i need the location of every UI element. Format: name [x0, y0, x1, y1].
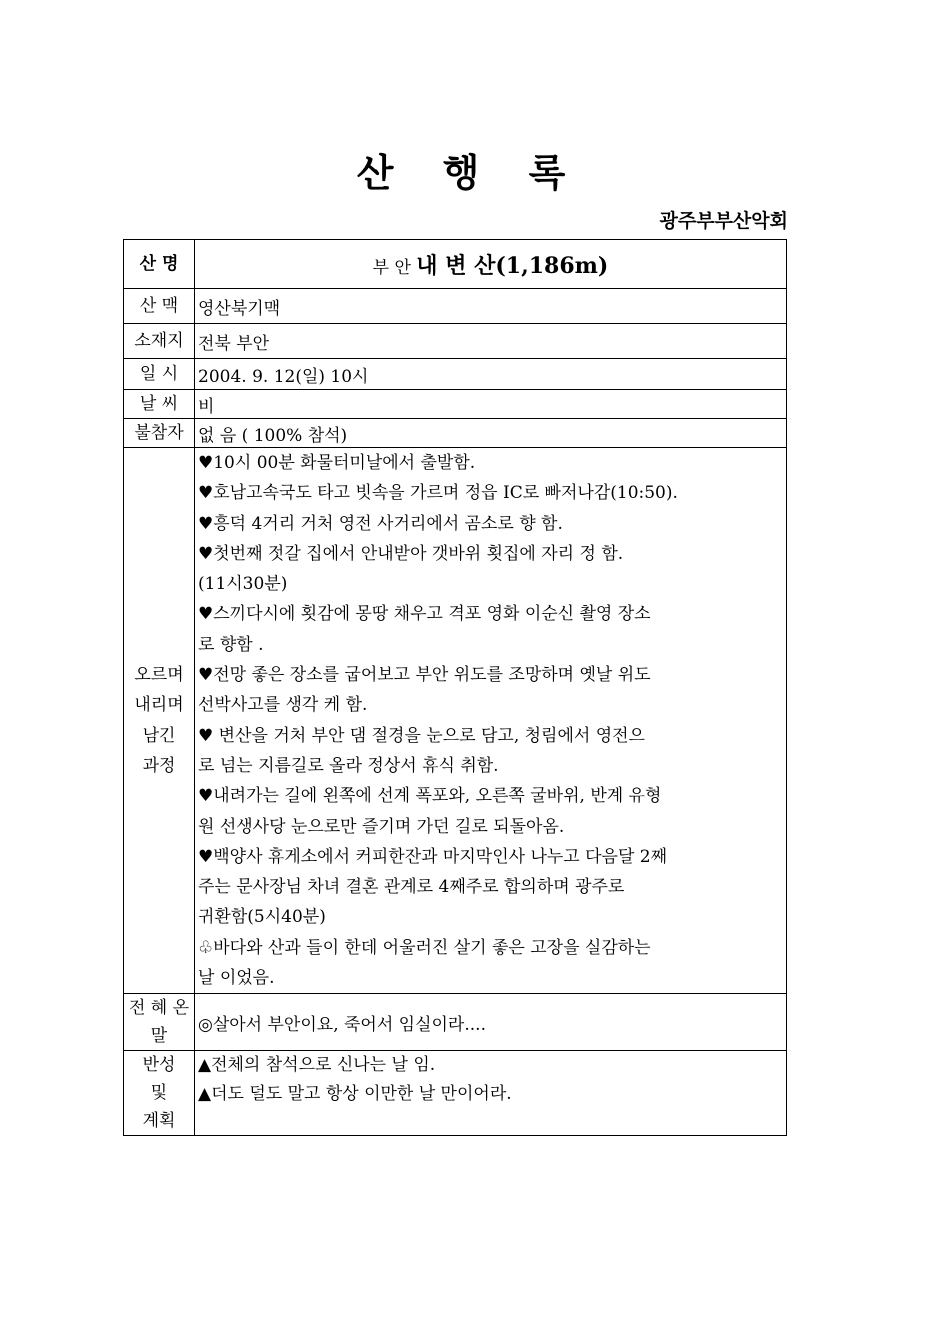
date-value: 2004. 9. 12(일) 10시: [195, 359, 787, 390]
location-row: [124, 324, 787, 359]
reflection-row: [124, 1051, 787, 1136]
process-label-line: 내리며: [134, 695, 184, 716]
process-label-line: 남긴: [142, 725, 176, 746]
reflection-label-line: 반성: [142, 1055, 176, 1076]
process-line: ♥첫번째 젓갈 집에서 안내받아 갯바위 횟집에 자리 정 함.: [198, 543, 624, 564]
saying-value: ◎살아서 부안이요, 죽어서 임실이라....: [195, 994, 787, 1051]
process-label: [124, 448, 195, 994]
hiking-log-table: [123, 239, 787, 1136]
absent-value: 없 음 ( 100% 참석): [195, 419, 787, 448]
process-label-line: 과정: [142, 755, 176, 776]
process-label-line: 오르며: [134, 665, 184, 686]
mountain-label: 산 명: [124, 240, 195, 289]
date-label: 일 시: [124, 359, 195, 390]
process-line: 로 향함 .: [198, 634, 264, 655]
process-line: ♥스끼다시에 횟감에 몽땅 채우고 격포 영화 이순신 촬영 장소: [198, 604, 651, 625]
absent-row: [124, 419, 787, 448]
process-row: [124, 448, 787, 994]
saying-label: [124, 994, 195, 1051]
saying-label-line: 전 혜 온: [128, 998, 190, 1019]
mountain-row: [124, 240, 787, 289]
organization-name: 광주부부산악회: [659, 210, 788, 232]
range-value: 영산북기맥: [195, 289, 787, 324]
process-line: ♥전망 좋은 장소를 굽어보고 부안 위도를 조망하며 옛날 위도: [198, 665, 651, 686]
process-line: (11시30분): [198, 574, 288, 595]
absent-label: 불참자: [124, 419, 195, 448]
location-value: 전북 부안: [195, 324, 787, 359]
process-line: ♧바다와 산과 들이 한데 어울러진 살기 좋은 고장을 실감하는: [198, 937, 651, 958]
range-row: [124, 289, 787, 324]
mountain-height: (1,186m): [495, 252, 609, 279]
weather-value: 비: [195, 390, 787, 419]
reflection-label-line: 계획: [142, 1111, 176, 1132]
date-row: [124, 359, 787, 390]
process-line: 날 이었음.: [198, 968, 275, 989]
weather-row: [124, 390, 787, 419]
process-line: 선박사고를 생각 케 함.: [198, 695, 368, 716]
mountain-name: [195, 240, 787, 289]
reflection-line: ▲전체의 참석으로 신나는 날 임.: [198, 1055, 436, 1076]
weather-label: 날 씨: [124, 390, 195, 419]
location-label: 소재지: [124, 324, 195, 359]
mountain-main-name: 내 변 산: [416, 252, 496, 279]
saying-row: [124, 994, 787, 1051]
range-label: 산 맥: [124, 289, 195, 324]
process-line: ♥백양사 휴게소에서 커피한잔과 마지막인사 나누고 다음달 2째: [198, 846, 668, 867]
process-line: 원 선생사당 눈으로만 즐기며 가던 길로 되돌아옴.: [198, 816, 565, 837]
saying-label-line: 말: [150, 1026, 168, 1047]
process-line: ♥ 변산을 거처 부안 댐 절경을 눈으로 담고, 청림에서 영전으: [198, 725, 645, 746]
page-title: 산 행 록: [356, 150, 584, 195]
reflection-text: [195, 1051, 787, 1136]
process-line: ♥10시 00분 화물터미날에서 출발함.: [198, 453, 476, 473]
reflection-label: [124, 1051, 195, 1136]
process-line: ♥호남고속국도 타고 빗속을 가르며 정읍 IC로 빠저나감(10:50).: [198, 483, 678, 504]
process-line: 주는 문사장님 차녀 결혼 관계로 4째주로 합의하며 광주로: [198, 877, 625, 898]
process-line: 귀환함(5시40분): [198, 907, 326, 928]
reflection-label-line: 및: [150, 1083, 168, 1104]
process-line: ♥흥덕 4거리 거처 영전 사거리에서 곰소로 향 함.: [198, 513, 563, 534]
process-text: [195, 448, 787, 994]
process-line: ♥내려가는 길에 왼쪽에 선계 폭포와, 오른쪽 굴바위, 반계 유형: [198, 786, 662, 807]
process-line: 로 넘는 지름길로 올라 정상서 휴식 취함.: [198, 755, 499, 776]
reflection-line: ▲더도 덜도 말고 항상 이만한 날 만이어라.: [198, 1084, 512, 1105]
mountain-prefix: 부 안: [372, 257, 417, 278]
